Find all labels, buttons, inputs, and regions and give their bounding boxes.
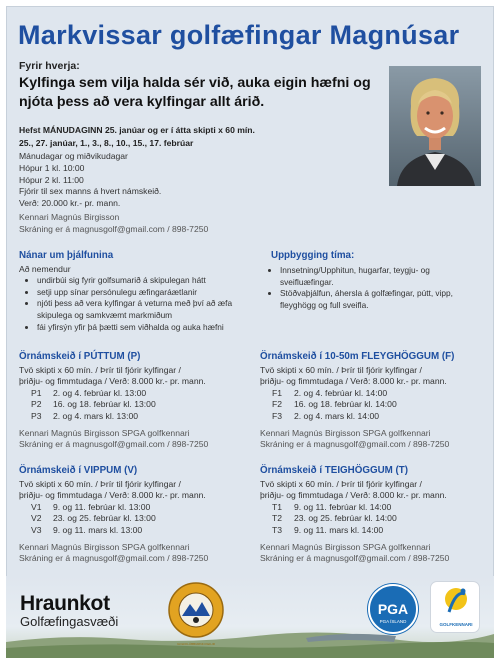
course-heading: Örnámskeið í TEIGHÖGGUM (T): [260, 465, 409, 476]
session-row: [19, 525, 259, 537]
session-row: [19, 513, 259, 525]
golfer-silhouette-icon: [431, 582, 481, 622]
details-list: [19, 275, 259, 334]
session-date: 9. og 11. mars kl. 14:00: [294, 524, 384, 535]
session-date: 2. og 4. febrúar kl. 14:00: [294, 387, 388, 398]
course-register: Skráning er á magnusgolf@gmail.com / 898-7250: [260, 553, 450, 564]
hraunkot-name: Hraunkot: [20, 592, 110, 615]
session-row: [260, 399, 500, 411]
golfkennari-logo: [430, 581, 480, 633]
session-date: 9. og 11. mars kl. 13:00: [53, 524, 143, 535]
session-code: P1: [31, 387, 42, 398]
course-desc: Tvö skipti x 60 mín. / Þrír til fjórir kylfingar /: [19, 478, 181, 489]
session-code: F1: [272, 387, 283, 398]
session-date: 23. og 25. febrúar kl. 13:00: [53, 513, 156, 524]
session-row: [19, 502, 259, 514]
session-code: V3: [31, 524, 42, 535]
pga-logo: [368, 584, 418, 634]
schedule-line: Verð: 20.000 kr.- pr. mann.: [19, 198, 121, 209]
course-pitching: [260, 351, 500, 451]
for-whom-label: Fyrir hverja:: [19, 60, 80, 72]
session-row: [260, 411, 500, 423]
session-code: T1: [272, 501, 283, 512]
course-heading: Örnámskeið í PÚTTUM (P): [19, 351, 141, 362]
session-code: F2: [272, 399, 283, 410]
course-desc: Tvö skipti x 60 mín. / Þrír til fjórir kylfingar /: [260, 478, 422, 489]
course-desc: þriðju- og fimmtudaga / Verð: 8.000 kr.- pr. mann.: [19, 376, 206, 387]
session-code: V1: [31, 501, 42, 512]
session-code: P2: [31, 399, 42, 410]
course-register: Skráning er á magnusgolf@gmail.com / 898-7250: [260, 439, 450, 450]
course-heading: Örnámskeið í VIPPUM (V): [19, 465, 138, 476]
list-item: • Stöðvaþjálfun, áhersla á golfæfingar, pútt, vipp, fleyghögg og full sveifla.: [280, 288, 476, 311]
session-code: T2: [272, 513, 283, 524]
course-heading: Örnámskeið í 10-50m FLEYGHÖGGUM (F): [260, 351, 455, 362]
pga-ring-text: PGA ÍSLAND: [379, 619, 407, 624]
pga-text: PGA: [377, 601, 409, 617]
session-date: 9. og 11. febrúar kl. 13:00: [53, 501, 151, 512]
session-date: 16. og 18. febrúar kl. 13:00: [53, 399, 156, 410]
hraunkot-subtitle: Golfæfingasvæði: [20, 614, 119, 629]
course-putting: [19, 351, 259, 451]
teacher-name: Kennari Magnús Birgisson: [19, 212, 120, 222]
session-code: F3: [272, 410, 283, 421]
session-row: [19, 411, 259, 423]
session-date: 2. og 4. febrúar kl. 13:00: [53, 387, 147, 398]
session-row: [260, 502, 500, 514]
session-row: [260, 525, 500, 537]
intro-headline: Kylfinga sem vilja halda sér við, auka eigin hæfni og njóta þess að vera kylfingar allt árið.: [19, 75, 371, 110]
instructor-photo: [389, 66, 481, 186]
course-chipping: [19, 465, 259, 565]
flyer-title: Markvissar golfæfingar Magnúsar: [18, 20, 460, 50]
course-desc: Tvö skipti x 60 mín. / Þrír til fjórir kylfingar /: [260, 364, 422, 375]
structure-list: [271, 265, 476, 312]
structure-heading: Uppbygging tíma:: [271, 250, 355, 261]
course-register: Skráning er á magnusgolf@gmail.com / 898-7250: [19, 439, 209, 450]
session-date: 16. og 18. febrúar kl. 14:00: [294, 399, 397, 410]
details-heading: Nánar um þjálfunina: [19, 250, 114, 261]
instructor-portrait-icon: [389, 66, 481, 186]
list-item: • Innsetning/Upphitun, hugarfar, teygju- og sveifluæfingar.: [280, 265, 476, 288]
session-row: [260, 388, 500, 400]
session-date: 2. og 4. mars kl. 14:00: [294, 410, 380, 421]
start-line-2: 25., 27. janúar, 1., 3., 8., 10., 15., 17. febrúar: [19, 138, 194, 148]
schedule-line: Mánudagar og miðvikudagar: [19, 151, 128, 161]
session-row: [19, 399, 259, 411]
golfkennari-text: GOLFKENNARI: [439, 622, 473, 627]
register-line: Skráning er á magnusgolf@gmail.com / 898-7250: [19, 224, 209, 234]
schedule-block: [19, 151, 269, 210]
session-row: [260, 513, 500, 525]
intro-block: [19, 60, 389, 112]
course-teacher: Kennari Magnús Birgisson SPGA golfkennari: [260, 427, 431, 438]
keilir-badge-icon: [168, 582, 224, 638]
list-item: • njóti þess að vera kylfingar á veturna með því að æfa skipulega og samkvæmt markmiðum: [37, 298, 259, 321]
session-code: V2: [31, 513, 42, 524]
schedule-line: Hópur 1 kl. 10:00: [19, 162, 85, 173]
schedule-line: Hópur 2 kl. 11:00: [19, 174, 84, 185]
course-teacher: Kennari Magnús Birgisson SPGA golfkennari: [19, 541, 190, 552]
details-section: [19, 250, 259, 334]
session-date: 9. og 11. febrúar kl. 14:00: [294, 501, 392, 512]
session-row: [19, 388, 259, 400]
course-desc: þriðju- og fimmtudaga / Verð: 8.000 kr.- pr. mann.: [260, 490, 447, 501]
keilir-logo: [168, 582, 224, 646]
keilir-text: GOLFKLÚBBURINN KEILIR: [177, 642, 215, 646]
list-item: • fái yfirsýn yfir þá þætti sem viðhalda og auka hæfni: [37, 322, 259, 334]
session-date: 23. og 25. febrúar kl. 14:00: [294, 513, 397, 524]
teacher-block: [19, 211, 319, 235]
schedule-line: Fjórir til sex manns á hvert námskeið.: [19, 186, 162, 197]
course-tee-shots: [260, 465, 500, 565]
course-register: Skráning er á magnusgolf@gmail.com / 898-7250: [19, 553, 209, 564]
session-code: T3: [272, 524, 283, 535]
hraunkot-logo: [20, 592, 150, 629]
course-desc: þriðju- og fimmtudaga / Verð: 8.000 kr.- pr. mann.: [19, 490, 206, 501]
course-teacher: Kennari Magnús Birgisson SPGA golfkennari: [19, 427, 190, 438]
course-teacher: Kennari Magnús Birgisson SPGA golfkennari: [260, 541, 431, 552]
course-desc: þriðju- og fimmtudaga / Verð: 8.000 kr.- pr. mann.: [260, 376, 447, 387]
session-date: 2. og 4. mars kl. 13:00: [53, 410, 139, 421]
course-desc: Tvö skipti x 60 mín. / Þrír til fjórir kylfingar /: [19, 364, 181, 375]
details-lead: Að nemendur: [19, 264, 71, 274]
start-info: [19, 124, 319, 150]
list-item: • undirbúi sig fyrir golfsumarið á skipulegan hátt: [37, 275, 259, 287]
start-line-1: Hefst MÁNUDAGINN 25. janúar og er í átta skipti x 60 mín.: [19, 125, 255, 135]
list-item: • setji upp sínar persónulegu æfingaráætlanir: [37, 287, 259, 299]
session-code: P3: [31, 410, 42, 421]
structure-section: [271, 250, 476, 312]
